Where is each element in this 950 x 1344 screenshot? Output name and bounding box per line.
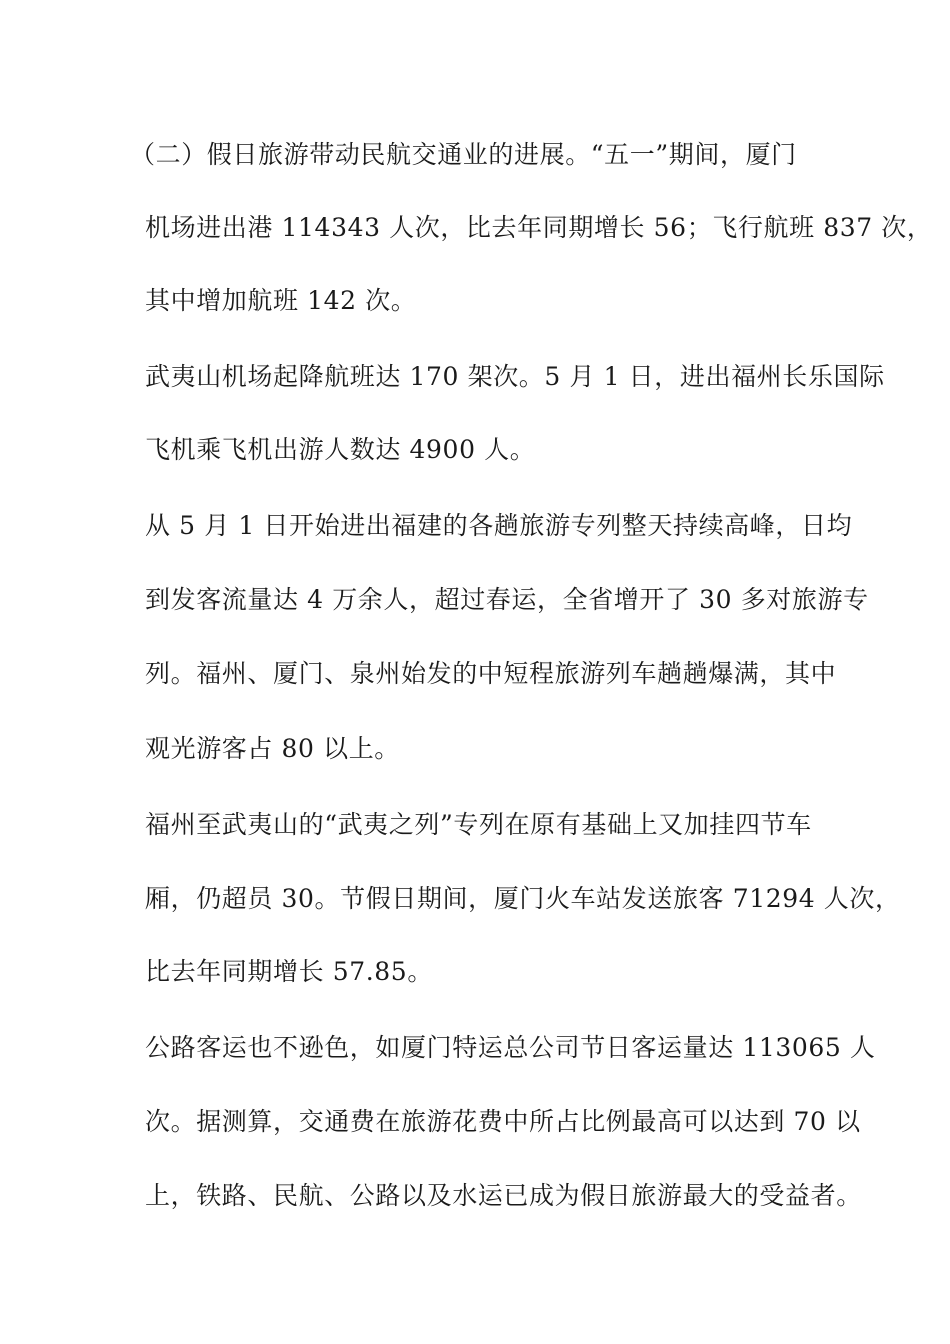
text-line: 公路客运也不逊色，如厦门特运总公司节日客运量达 113065 人 [145, 1033, 876, 1062]
text-line: 其中增加航班 142 次。 [145, 286, 417, 315]
text-line: 次。据测算，交通费在旅游花费中所占比例最高可以达到 70 以 [145, 1107, 861, 1136]
text-line: 上，铁路、民航、公路以及水运已成为假日旅游最大的受益者。 [145, 1181, 862, 1210]
text-line: 比去年同期增长 57.85。 [145, 957, 433, 986]
text-line: 从 5 月 1 日开始进出福建的各趟旅游专列整天持续高峰，日均 [145, 511, 853, 540]
text-line: 飞机乘飞机出游人数达 4900 人。 [145, 435, 536, 464]
text-line: 到发客流量达 4 万余人，超过春运，全省增开了 30 多对旅游专 [145, 585, 869, 614]
text-line: 福州至武夷山的“武夷之列”专列在原有基础上又加挂四节车 [145, 810, 812, 839]
text-line: 观光游客占 80 以上。 [145, 734, 400, 763]
text-line: 列。福州、厦门、泉州始发的中短程旅游列车趟趟爆满，其中 [145, 659, 837, 688]
text-line: （二）假日旅游带动民航交通业的进展。“五一”期间，厦门 [130, 140, 797, 169]
text-line: 厢，仍超员 30。节假日期间，厦门火车站发送旅客 71294 人次， [145, 884, 901, 913]
text-line: 机场进出港 114343 人次，比去年同期增长 56；飞行航班 837 次， [145, 213, 933, 242]
text-line: 武夷山机场起降航班达 170 架次。5 月 1 日，进出福州长乐国际 [145, 362, 885, 391]
